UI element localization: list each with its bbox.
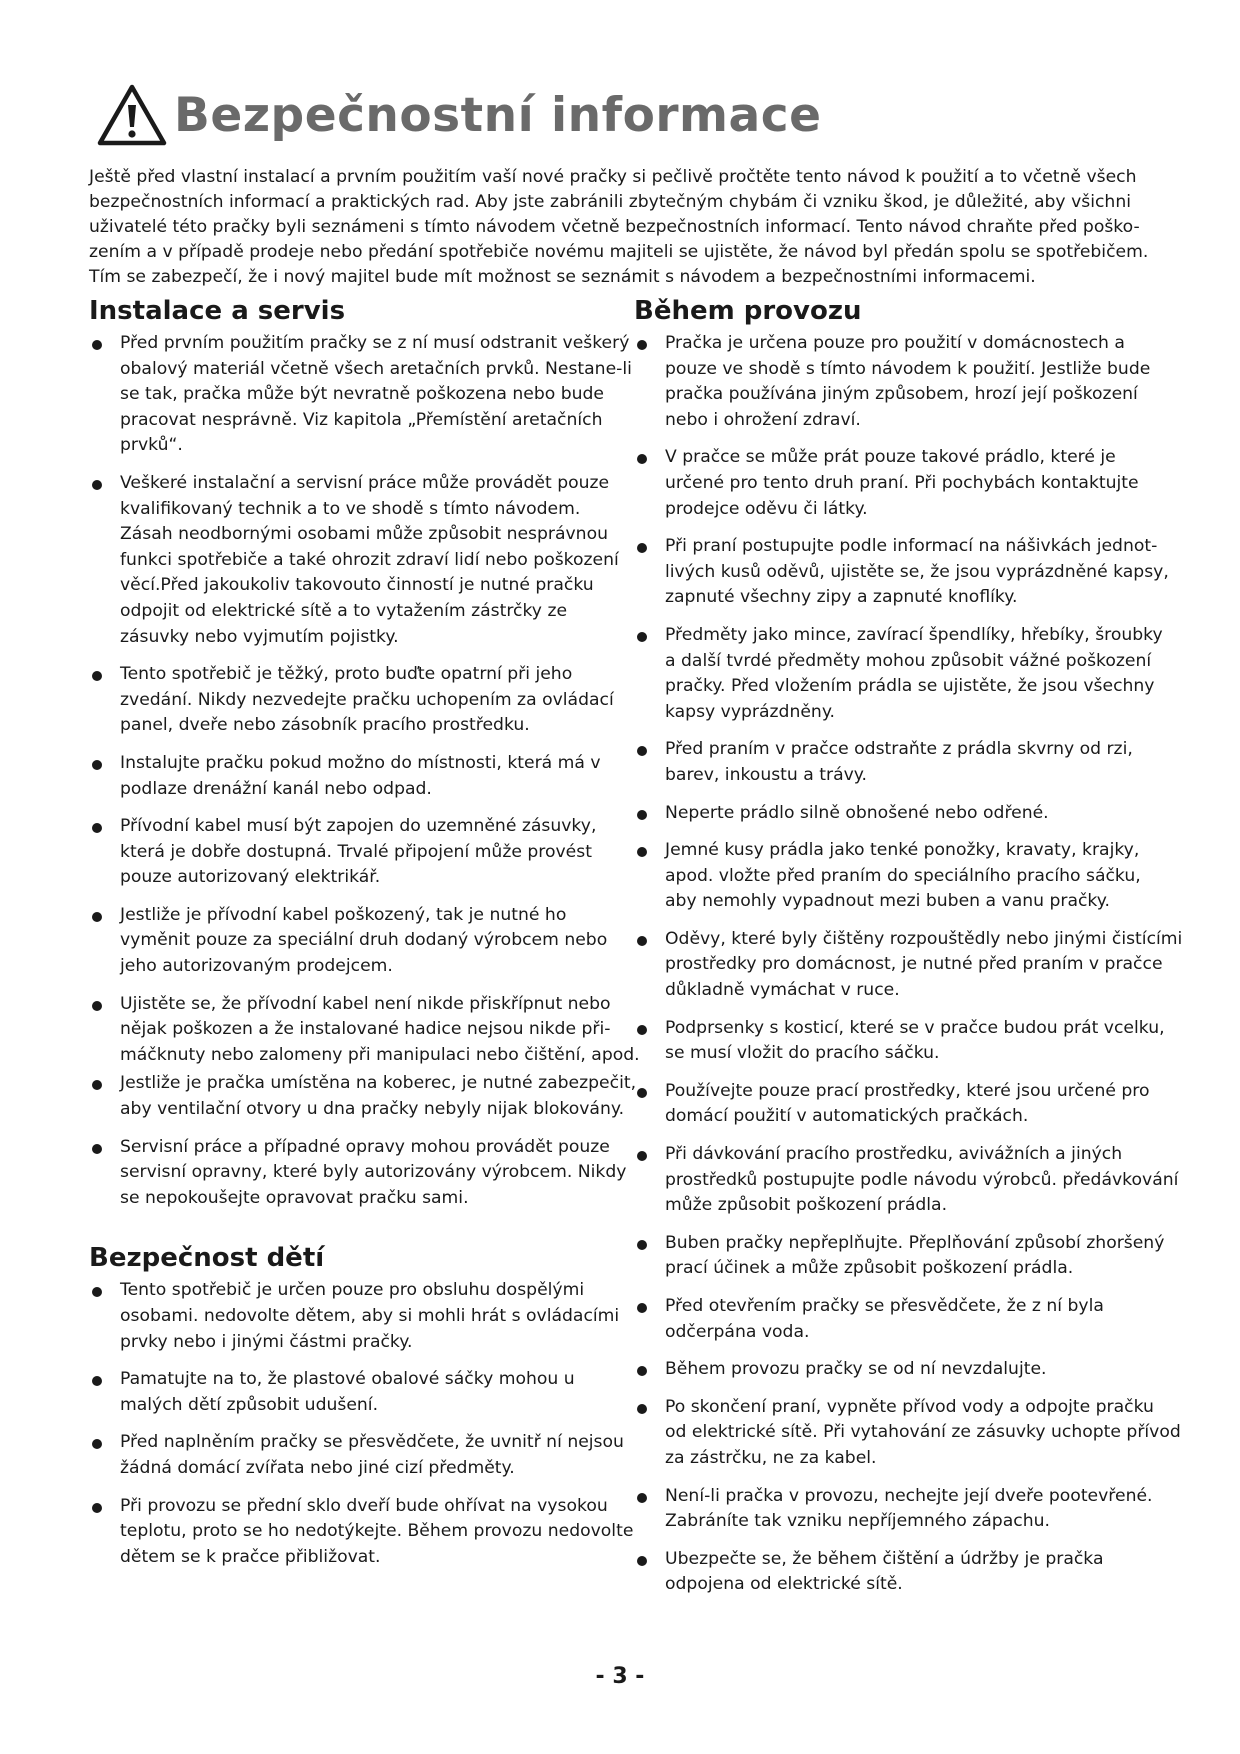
bullet-item [634,331,1170,433]
warning-triangle-icon [96,83,168,147]
bullet-line: odpojit od elektrické sítě a to vytažením zástrčky ze [120,600,568,621]
bullet-item [634,1079,1170,1130]
bullet-icon [92,1503,102,1513]
bullet-icon [637,543,647,553]
bullet-item [89,1278,625,1355]
bullet-item [634,1294,1170,1345]
bullet-line: obalový materiál včetně všech aretačních prvků. Nestane-li [120,358,632,379]
bullet-line: panel, dveře nebo zásobník pracího prostředku. [120,715,530,736]
bullet-icon [637,632,647,642]
bullet-icon [637,936,647,946]
bullet-line: Tento spotřebič je těžký, proto buďte opatrní při jeho [120,664,573,685]
bullet-line: Tento spotřebič je určen pouze pro obsluhu dospělými [120,1280,585,1301]
intro-line: bezpečnostních informací a praktických rad. Aby jste zabránili zbytečným chybám či vzniku škod, je důležité, aby všichni [89,192,1131,212]
bullet-line: teplotu, proto se ho nedotýkejte. Během provozu nedovolte [120,1521,634,1542]
bullet-line: pračka používána jiným způsobem, hrozí její poškození [665,384,1138,405]
bullet-line: Veškeré instalační a servisní práce může provádět pouze [120,472,610,493]
bullet-line: žádná domácí zvířata nebo jiné cizí předměty. [120,1457,515,1478]
bullet-line: Přívodní kabel musí být zapojen do uzemněné zásuvky, [120,816,597,837]
bullet-line: aby nemohly vypadnout mezi buben a vanu pračky. [665,891,1110,912]
bullet-line: odpojena od elektrické sítě. [665,1574,903,1595]
page-header [96,82,821,148]
bullet-icon [637,847,647,857]
bullet-line: od elektrické sítě. Při vytahování ze zásuvky uchopte přívod [665,1422,1181,1443]
bullet-line: pračky. Před vložením prádla se ujistěte, že jsou všechny [665,676,1155,697]
bullet-item [89,331,632,459]
bullet-line: Neperte prádlo silně obnošené nebo odřené. [665,802,1049,823]
bullet-item [634,1395,1181,1472]
bullet-item [89,1430,625,1481]
bullet-item [89,992,640,1069]
bullet-icon [637,340,647,350]
bullet-item [89,1071,637,1122]
bullet-item [89,1367,625,1418]
bullet-line: a další tvrdé předměty mohou způsobit vážné poškození [665,650,1152,671]
bullet-line: servisní opravny, které byly autorizovány výrobcem. Nikdy [120,1162,627,1183]
bullet-line: prodejce oděvu či látky. [665,498,868,519]
bullet-line: Jestliže je pračka umístěna na koberec, je nutné zabezpečit, [120,1073,637,1094]
bullet-line: dětem se k pračce přibližovat. [120,1546,381,1567]
bullet-icon [92,823,102,833]
bullet-item [634,1231,1170,1282]
bullet-line: máčknuty nebo zalomeny při manipulaci nebo čištění, apod. [120,1044,640,1065]
bullet-icon [92,480,102,490]
bullet-line: malých dětí způsobit udušení. [120,1394,379,1415]
intro-line: uživatelé této pračky byli seznámeni s tímto návodem včetně bezpečnostních informací. Tento návod chraňte před poško- [89,217,1140,237]
bullet-icon [92,1144,102,1154]
bullet-line: zásuvky nebo vyjmutím pojistky. [120,626,399,647]
bullet-line: Jestliže je přívodní kabel poškozený, tak je nutné ho [120,904,567,925]
bullet-line: Zabráníte tak vzniku nepříjemného zápachu. [665,1511,1050,1532]
bullet-line: Pračka je určena pouze pro použití v domácnostech a [665,333,1125,353]
bullet-icon [92,912,102,922]
bullet-line: Používejte pouze prací prostředky, které jsou určené pro [665,1080,1150,1101]
bullet-item [634,737,1170,788]
bullet-icon [92,1287,102,1297]
bullet-icon [92,340,102,350]
bullet-line: Zásah neodbornými osobami může způsobit nesprávnou [120,524,608,545]
intro-line: Ještě před vlastní instalací a prvním použitím vaší nové pračky si pečlivě pročtěte tento návod k použití a to včetně všech [89,167,1137,187]
bullet-line: Při provozu se přední sklo dveří bude ohřívat na vysokou [120,1495,608,1516]
bullet-line: prvků“. [120,435,183,456]
bullet-line: domácí použití v automatických pračkách. [665,1106,1029,1127]
bullet-line: za zástrčku, ne za kabel. [665,1447,877,1468]
right-column [634,294,1183,1610]
bullet-line: funkci spotřebiče a také ohrozit zdraví lidí nebo poškození [120,549,619,570]
bullet-line: Po skončení praní, vypněte přívod vody a odpojte pračku [665,1396,1154,1417]
bullet-item [634,534,1170,611]
bullet-line: se musí vložit do pracího sáčku. [665,1043,940,1064]
bullet-line: livých kusů oděvů, ujistěte se, že jsou vyprázdněné kapsy, [665,561,1169,582]
bullet-line: Není-li pračka v provozu, nechejte její dveře pootevřené. [665,1485,1153,1506]
bullet-line: Oděvy, které byly čištěny rozpouštědly nebo jinými čistícími [665,928,1183,949]
page-title: Bezpečnostní informace [174,87,822,143]
bullet-line: Před prvním použitím pračky se z ní musí odstranit veškerý [120,333,630,353]
bullet-item [89,814,625,891]
bullet-item [634,1142,1179,1219]
bullet-icon [637,1366,647,1376]
bullet-item [89,751,625,802]
bullet-line: V pračce se může prát pouze takové prádlo, které je [665,447,1116,468]
bullet-icon [637,1151,647,1161]
bullet-line: prostředků postupujte podle návodu výrobců. předávkování [665,1169,1179,1190]
left-column [89,294,640,1582]
bullet-icon [637,1404,647,1414]
bullet-line: pouze ve shodě s tímto návodem k použití. Jestliže bude [665,358,1151,379]
bullet-line: zvedání. Nikdy nezvedejte pračku uchopením za ovládací [120,689,614,710]
bullet-line: Buben pračky nepřeplňujte. Přeplňování způsobí zhoršený [665,1232,1165,1253]
bullet-line: kapsy vyprázdněny. [665,701,836,722]
bullet-icon [637,454,647,464]
bullet-line: věcí.Před jakoukoliv takovouto činností je nutné pračku [120,575,594,596]
bullet-line: Ujistěte se, že přívodní kabel není nikde přiskřípnut nebo [120,993,611,1014]
bullet-line: Před naplněním pračky se přesvědčete, že uvnitř ní nejsou [120,1432,624,1453]
bullet-line: Během provozu pračky se od ní nevzdalujte. [665,1359,1047,1380]
bullet-icon [637,1493,647,1503]
bullet-icon [637,746,647,756]
bullet-item [634,927,1183,1004]
bullet-icon [92,760,102,770]
bullet-item [89,662,625,739]
bullet-line: Podprsenky s kosticí, které se v pračce budou prát vcelku, [665,1017,1165,1038]
bullet-line: pracovat nesprávně. Viz kapitola „Přemístění aretačních [120,409,603,430]
bullet-line: prostředky pro domácnost, je nutné před praním v pračce [665,954,1163,975]
bullet-icon [637,1240,647,1250]
bullet-item [634,1484,1170,1535]
bullet-line: Jemné kusy prádla jako tenké ponožky, kravaty, krajky, [665,840,1140,861]
bullet-line: Při praní postupujte podle informací na nášivkách jednot- [665,536,1158,557]
bullet-line: zapnuté všechny zipy a zapnuté knoflíky. [665,587,1018,608]
bullet-icon [637,1303,647,1313]
intro-paragraph [89,165,1153,290]
bullet-line: odčerpána voda. [665,1321,810,1342]
bullet-icon [92,671,102,681]
bullet-item [89,1494,634,1571]
bullet-line: pouze autorizovaný elektrikář. [120,867,381,888]
bullet-line: Pamatujte na to, že plastové obalové sáčky mohou u [120,1369,575,1390]
bullet-line: Před otevřením pračky se přesvědčete, že z ní byla [665,1296,1104,1316]
bullet-line: apod. vložte před praním do speciálního pracího sáčku, [665,865,1141,886]
bullet-icon [637,1556,647,1566]
bullet-line: může způsobit poškození prádla. [665,1195,948,1216]
bullet-line: důkladně vymáchat v ruce. [665,980,900,1001]
bullet-line: jeho autorizovaným prodejcem. [120,956,393,977]
bullet-icon [637,1025,647,1035]
section-title: Během provozu [634,296,862,326]
bullet-line: se tak, pračka může být nevratně poškozena nebo bude [120,384,605,405]
bullet-line: Servisní práce a případné opravy mohou provádět pouze [120,1136,610,1157]
bullet-line: která je dobře dostupná. Trvalé připojení může provést [120,841,592,862]
bullet-item [634,1547,1170,1598]
bullet-line: nějak poškozen a že instalované hadice nejsou nikde při- [120,1019,611,1040]
bullet-line: se nepokoušejte opravovat pračku sami. [120,1187,469,1208]
bullet-line: Předměty jako mince, zavírací špendlíky, hřebíky, šroubky [665,624,1163,645]
bullet-line: Při dávkování pracího prostředku, avivážních a jiných [665,1144,1123,1165]
page-number: - 3 - [595,1664,645,1689]
bullet-line: vyměnit pouze za speciální druh dodaný výrobcem nebo [120,930,608,951]
bullet-line: určené pro tento druh praní. Při pochybách kontaktujte [665,472,1139,493]
bullet-line: podlaze drenážní kanál nebo odpad. [120,778,432,799]
bullet-icon [92,1001,102,1011]
bullet-item [89,903,625,980]
bullet-item [634,838,1170,915]
intro-line: Tím se zabezpečí, že i nový majitel bude mít možnost se seznámit s návodem a bezpečnostními informacemi. [89,267,1036,287]
bullet-line: prací účinek a může způsobit poškození prádla. [665,1258,1074,1279]
bullet-icon [637,810,647,820]
bullet-line: kvalifikovaný technik a to ve shodě s tímto návodem. [120,498,581,519]
bullet-line: Před praním v pračce odstraňte z prádla skvrny od rzi, [665,739,1133,760]
bullet-line: osobami. nedovolte dětem, aby si mohli hrát s ovládacími [120,1306,620,1326]
bullet-item [89,1135,625,1212]
bullet-line: nebo i ohrožení zdraví. [665,409,861,430]
bullet-item [89,471,625,650]
bullet-line: Instalujte pračku pokud možno do místnosti, která má v [120,752,601,773]
bullet-item [634,445,1170,522]
section-title: Instalace a servis [89,296,346,326]
bullet-item [634,1357,1170,1383]
bullet-line: barev, inkoustu a trávy. [665,764,867,785]
bullet-line: Ubezpečte se, že během čištění a údržby je pračka [665,1548,1104,1569]
bullet-line: aby ventilační otvory u dna pračky nebyly nijak blokovány. [120,1099,625,1120]
bullet-icon [92,1376,102,1386]
bullet-item [634,623,1170,725]
bullet-item [634,801,1170,827]
bullet-icon [92,1080,102,1090]
bullet-icon [637,1088,647,1098]
section-title: Bezpečnost dětí [89,1243,325,1274]
intro-line: zením a v případě prodeje nebo předání spotřebiče novému majiteli se ujistěte, že návod byl předán spolu se spotřebičem. [89,242,1149,262]
bullet-line: prvky nebo i jinými částmi pračky. [120,1331,413,1352]
bullet-item [634,1016,1170,1067]
bullet-icon [92,1439,102,1449]
